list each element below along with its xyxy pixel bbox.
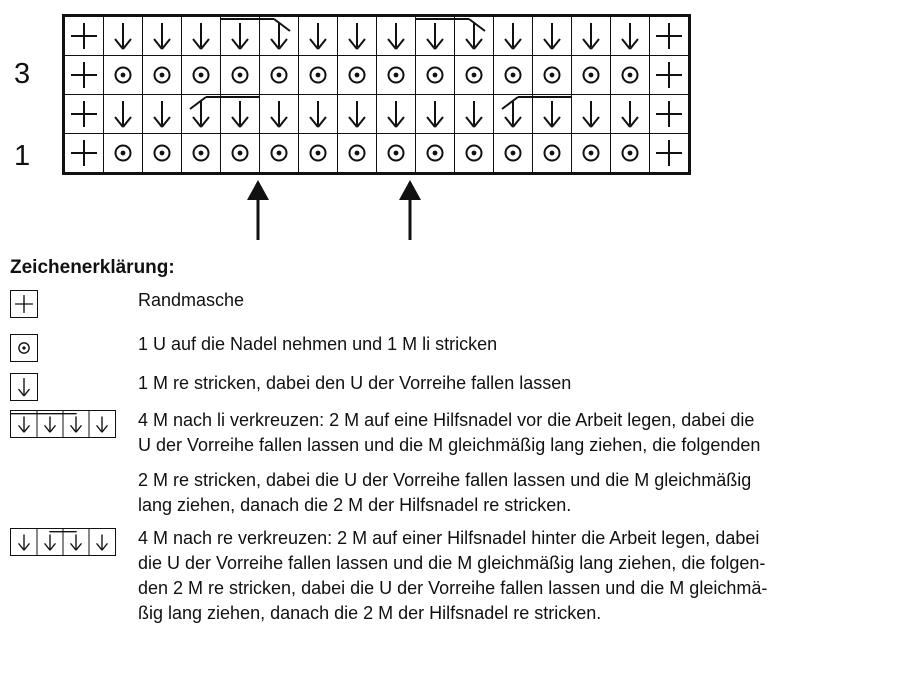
chart-cell-drop-icon (416, 95, 455, 134)
legend-description-line: U der Vorreihe fallen lassen und die M gleichmäßig lang ziehen, die folgenden (138, 435, 761, 455)
chart-cell-cross-right-start-icon (182, 95, 221, 134)
chart-cell-cross-left-end-icon (455, 17, 494, 56)
legend-symbol (10, 528, 116, 560)
chart-cell-drop-icon (143, 17, 182, 56)
chart-cell-yo-icon (455, 134, 494, 173)
chart-cell-yo-icon (182, 134, 221, 173)
chart-cell-cross-right-start-icon (494, 95, 533, 134)
legend-description-line: Randmasche (138, 290, 245, 310)
chart-cell-drop-icon (494, 17, 533, 56)
chart-cell-yo-icon (260, 56, 299, 95)
repeat-arrow-left (240, 180, 276, 242)
chart-cell-edge-icon (65, 95, 104, 134)
chart-cell-edge-icon (650, 56, 689, 95)
legend-description-line: 1 U auf die Nadel nehmen und 1 M li stricken (138, 334, 498, 354)
chart-cell-yo-icon (611, 56, 650, 95)
chart-cell-drop-icon (260, 95, 299, 134)
legend-description-line: 2 M re stricken, dabei die U der Vorreihe fallen lassen und die M gleichmäßig (138, 470, 752, 490)
legend-description (138, 408, 898, 458)
chart-cell-drop-icon (611, 17, 650, 56)
chart-cell-cross-left-start-icon (416, 17, 455, 56)
chart-cell-drop-icon (533, 17, 572, 56)
chart-cell-edge-icon (650, 134, 689, 173)
legend-symbol (10, 410, 116, 442)
legend-title: Zeichenerklärung: (10, 257, 175, 278)
chart-cell-cross-left-end-icon (260, 17, 299, 56)
chart-cell-yo-icon (104, 134, 143, 173)
chart-cell-drop-icon (299, 17, 338, 56)
chart-row-row1 (65, 134, 689, 173)
chart-cell-drop-icon (299, 95, 338, 134)
chart-row-row2 (65, 95, 689, 134)
chart-cell-yo-icon (494, 134, 533, 173)
chart-cell-yo-icon (611, 134, 650, 173)
repeat-arrow-right (392, 180, 428, 242)
chart-cell-yo-icon (260, 134, 299, 173)
chart-cell-edge-icon (65, 134, 104, 173)
chart-cell-cross-left-start-icon (221, 17, 260, 56)
chart-row-row4 (65, 17, 689, 56)
chart-cell-drop-icon (104, 17, 143, 56)
chart-row-row3 (65, 56, 689, 95)
legend-symbol (10, 290, 38, 322)
chart-cell-yo-icon (299, 134, 338, 173)
legend-symbol (10, 373, 38, 405)
chart-cell-edge-icon (65, 56, 104, 95)
chart-cell-yo-icon (494, 56, 533, 95)
chart-cell-yo-icon (143, 56, 182, 95)
legend-description (138, 526, 898, 626)
chart-cell-drop-icon (104, 95, 143, 134)
chart-cell-yo-icon (377, 134, 416, 173)
chart-cell-yo-icon (416, 134, 455, 173)
legend-symbol-edge-icon (10, 290, 38, 318)
legend-description (138, 332, 898, 357)
chart-cell-edge-icon (650, 95, 689, 134)
chart-cell-drop-icon (455, 95, 494, 134)
chart-cell-yo-icon (533, 134, 572, 173)
chart-cell-cross-right-end-icon (533, 95, 572, 134)
chart-table (64, 16, 689, 173)
chart-cell-drop-icon (572, 17, 611, 56)
chart-cell-drop-icon (377, 17, 416, 56)
legend-description-line: 4 M nach re verkreuzen: 2 M auf einer Hilfsnadel hinter die Arbeit legen, dabei (138, 528, 760, 548)
chart-cell-yo-icon (338, 56, 377, 95)
row-label-left-3: 3 (14, 58, 31, 90)
legend-description-line: 4 M nach li verkreuzen: 2 M auf eine Hilfsnadel vor die Arbeit legen, dabei die (138, 410, 755, 430)
chart-cell-drop-icon (143, 95, 182, 134)
chart-cell-drop-icon (572, 95, 611, 134)
chart-cell-drop-icon (338, 17, 377, 56)
legend-description-line: 1 M re stricken, dabei den U der Vorreihe fallen lassen (138, 373, 572, 393)
chart-cell-yo-icon (416, 56, 455, 95)
knitting-chart (0, 0, 910, 250)
legend-symbol-cross-left-icon (10, 410, 116, 438)
legend-description-line: die U der Vorreihe fallen lassen und die M gleichmäßig lang ziehen, die folgen- (138, 553, 766, 573)
chart-cell-drop-icon (338, 95, 377, 134)
chart-cell-cross-right-end-icon (221, 95, 260, 134)
chart-cell-edge-icon (65, 17, 104, 56)
chart-cell-yo-icon (572, 56, 611, 95)
chart-cell-yo-icon (221, 56, 260, 95)
chart-grid (62, 14, 691, 175)
legend-description-line: ßig lang ziehen, danach die 2 M der Hilfsnadel re stricken. (138, 603, 602, 623)
chart-cell-drop-icon (377, 95, 416, 134)
chart-cell-yo-icon (104, 56, 143, 95)
chart-cell-yo-icon (143, 134, 182, 173)
legend-description-line: lang ziehen, danach die 2 M der Hilfsnadel re stricken. (138, 495, 572, 515)
legend-symbol-yo-icon (10, 334, 38, 362)
legend-description (138, 371, 898, 396)
chart-cell-yo-icon (338, 134, 377, 173)
chart-cell-yo-icon (572, 134, 611, 173)
chart-cell-drop-icon (182, 17, 221, 56)
chart-cell-edge-icon (650, 17, 689, 56)
legend-description (138, 288, 898, 313)
legend-symbol-cross-right-icon (10, 528, 116, 556)
legend-description (138, 468, 898, 518)
chart-cell-yo-icon (455, 56, 494, 95)
chart-cell-yo-icon (221, 134, 260, 173)
chart-cell-yo-icon (182, 56, 221, 95)
chart-cell-yo-icon (533, 56, 572, 95)
legend-description-line: den 2 M re stricken, dabei die U der Vorreihe fallen lassen und die M gleichmä- (138, 578, 768, 598)
chart-cell-drop-icon (611, 95, 650, 134)
chart-cell-yo-icon (299, 56, 338, 95)
chart-cell-yo-icon (377, 56, 416, 95)
legend-symbol-drop-icon (10, 373, 38, 401)
row-label-left-1: 1 (14, 140, 31, 172)
legend-symbol (10, 334, 38, 366)
